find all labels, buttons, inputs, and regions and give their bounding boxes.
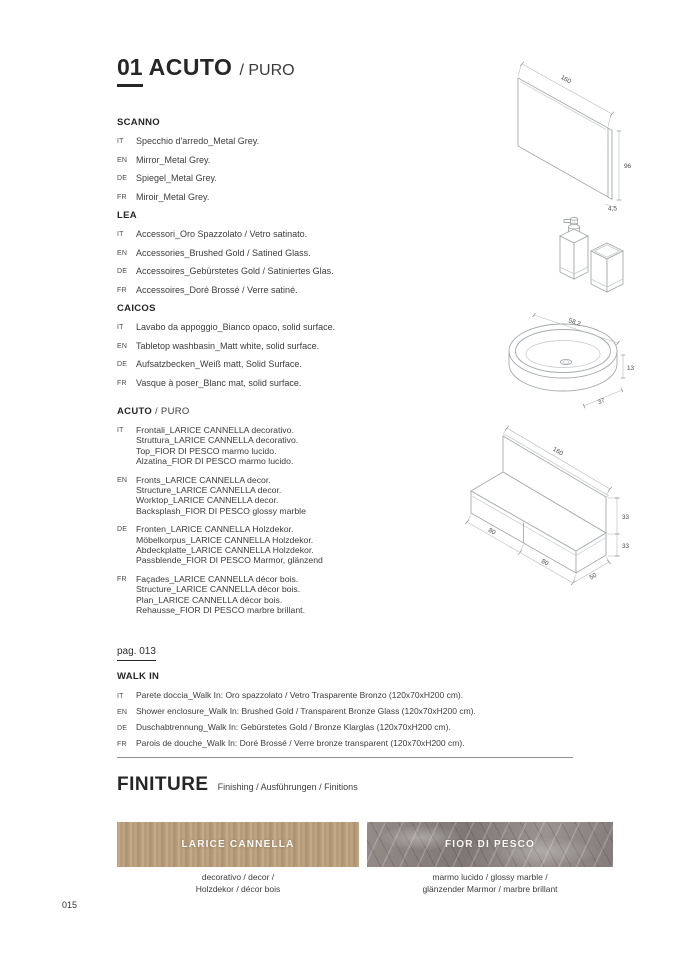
title-variant: / PURO <box>239 62 295 79</box>
swatch-larice-cannella <box>117 822 359 867</box>
description-row <box>117 248 467 259</box>
description-row <box>117 322 467 333</box>
description-text: Façades_LARICE CANNELLA décor bois. Structure_LARICE CANNELLA décor bois. Plan_LARICE CANNELLA décor bois. Rehausse_FIOR DI PESCO marbre brillant. <box>136 573 305 616</box>
section-divider <box>117 757 573 758</box>
title-name: ACUTO <box>148 54 233 80</box>
description-row <box>117 425 467 467</box>
section-heading-main: ACUTO <box>117 406 153 417</box>
section-heading: SCANNO <box>117 117 160 128</box>
dim-cabinet-width: 160 <box>551 445 565 458</box>
description-row <box>117 475 467 517</box>
washbasin-outline <box>509 324 617 391</box>
soap-dispenser <box>560 217 588 279</box>
washbasin-height-dimension <box>621 355 635 378</box>
language-code: IT <box>117 231 124 238</box>
language-code: FR <box>117 286 127 294</box>
section-lea <box>117 210 467 303</box>
finiture-header <box>117 774 358 796</box>
section-heading: CAICOS <box>117 303 156 314</box>
dim-cabinet-depth: 50 <box>588 571 599 582</box>
description-text: Spiegel_Metal Grey. <box>136 173 217 183</box>
description-text: Mirror_Metal Grey. <box>136 154 211 165</box>
description-row <box>117 192 467 203</box>
description-text: Shower enclosure_Walk In: Brushed Gold / Transparent Bronze Glass (120x70xH200 cm). <box>136 706 476 716</box>
language-code: IT <box>117 427 124 434</box>
description-row <box>117 378 467 389</box>
description-text: Parois de douche_Walk In: Doré Brossé / Verre bronze transparent (120x70xH200 cm). <box>136 738 465 748</box>
description-row <box>117 691 617 701</box>
finiture-heading: FINITURE <box>117 774 209 795</box>
description-row <box>117 266 467 277</box>
page-reference: pag. 013 <box>117 646 156 661</box>
description-row <box>117 739 617 749</box>
description-text: Duschabtrennung_Walk In: Gebürstetes Gold / Bronze Klarglas (120x70xH200 cm). <box>136 722 451 732</box>
section-heading <box>117 406 467 417</box>
language-code: DE <box>117 725 128 732</box>
mirror-width-dimension <box>518 62 614 126</box>
language-code: DE <box>117 268 128 275</box>
section-heading-suffix: / PURO <box>152 406 190 417</box>
description-row <box>117 173 467 184</box>
description-text: Accessori_Oro Spazzolato / Vetro satinato. <box>136 229 308 239</box>
swatch-caption: decorativo / decor / Holzdekor / décor bois <box>195 872 281 894</box>
section-caicos <box>117 303 467 396</box>
language-code: EN <box>117 249 128 257</box>
description-text: Miroir_Metal Grey. <box>136 191 210 202</box>
description-row <box>117 155 467 166</box>
description-row <box>117 574 467 616</box>
description-text: Accessories_Brushed Gold / Satined Glass. <box>136 247 311 258</box>
swatch-caption: marmo lucido / glossy marble / glänzender Marmor / marbre brillant <box>422 872 558 894</box>
language-code: IT <box>117 693 124 700</box>
title-number: 01 <box>117 54 143 87</box>
description-row <box>117 723 617 733</box>
cabinet-upper-height-dimension <box>608 498 630 534</box>
section-heading: LEA <box>117 210 137 221</box>
language-code: FR <box>117 193 127 201</box>
dim-basin-width: 58,2 <box>567 317 582 328</box>
finiture-subtitle: Finishing / Ausführungen / Finitions <box>217 782 358 792</box>
product-title <box>117 54 295 87</box>
description-text: Vasque à poser_Blanc mat, solid surface. <box>136 377 302 388</box>
dim-cabinet-front-width: 80 <box>539 557 550 568</box>
description-text: Tabletop washbasin_Matt white, solid surface. <box>136 340 320 351</box>
washbasin-drawing <box>500 303 640 415</box>
description-text: Specchio d'arredo_Metal Grey. <box>136 136 260 146</box>
description-text: Aufsatzbecken_Weiß matt, Solid Surface. <box>136 359 302 369</box>
language-code: EN <box>117 342 128 350</box>
language-code: EN <box>117 709 128 716</box>
description-row <box>117 524 467 566</box>
dim-basin-depth: 37 <box>596 397 607 407</box>
language-code: DE <box>117 526 128 534</box>
description-text: Parete doccia_Walk In: Oro spazzolato / Vetro Trasparente Bronzo (120x70xH200 cm). <box>136 690 464 700</box>
description-text: Frontali_LARICE CANNELLA decorativo. Struttura_LARICE CANNELLA decorativo. Top_FIOR DI PESCO marmo lucido. Alzatina_FIOR DI PESCO marmo lucido. <box>136 425 299 467</box>
dim-cabinet-lower-height: 33 <box>622 543 630 550</box>
accessories-drawing <box>543 206 645 298</box>
language-code: IT <box>117 138 124 145</box>
page-number: 015 <box>62 900 78 910</box>
description-text: Accessoires_Gebürstetes Gold / Satiniertes Glas. <box>136 266 334 276</box>
description-row <box>117 359 467 370</box>
language-code: DE <box>117 361 128 368</box>
description-text: Fronts_LARICE CANNELLA decor. Structure_LARICE CANNELLA decor. Worktop_LARICE CANNELLA decor. Backsplash_FIOR DI PESCO glossy marble <box>136 474 306 516</box>
washbasin-depth-dimension <box>583 388 623 408</box>
section-heading: WALK IN <box>117 671 160 682</box>
description-row <box>117 707 617 717</box>
tumbler <box>591 243 623 292</box>
dim-mirror-width: 160 <box>559 74 573 86</box>
mirror-height-dimension <box>617 131 632 200</box>
swatch-label: FIOR DI PESCO <box>444 839 536 850</box>
cabinet-lower-height-dimension <box>608 534 630 556</box>
description-text: Accessoires_Doré Brossé / Verre satiné. <box>136 284 298 295</box>
language-code: FR <box>117 741 127 748</box>
language-code: EN <box>117 476 128 484</box>
cabinet-drawing <box>443 419 663 601</box>
description-text: Fronten_LARICE CANNELLA Holzdekor. Möbelkorpus_LARICE CANNELLA Holzdekor. Abdeckplatte_LARICE CANNELLA Holzdekor. Passblende_FIOR DI PESCO Marmor, glänzend <box>136 524 323 566</box>
language-code: FR <box>117 379 127 387</box>
dim-basin-height: 13 <box>627 365 635 372</box>
dim-mirror-depth: 4,5 <box>608 205 617 212</box>
section-scanno <box>117 117 467 210</box>
dim-cabinet-upper-height: 33 <box>622 514 630 521</box>
language-code: EN <box>117 156 128 164</box>
mirror-outline <box>518 78 612 200</box>
swatch-fior-di-pesco <box>367 822 613 867</box>
description-row <box>117 285 467 296</box>
language-code: FR <box>117 575 127 583</box>
dim-mirror-height: 96 <box>624 163 632 170</box>
language-code: DE <box>117 175 128 182</box>
description-text: Lavabo da appoggio_Bianco opaco, solid surface. <box>136 322 336 332</box>
dim-cabinet-left-width: 80 <box>486 526 497 537</box>
description-row <box>117 341 467 352</box>
swatch-label: LARICE CANNELLA <box>181 839 295 850</box>
language-code: IT <box>117 324 124 331</box>
section-acuto-puro <box>117 406 467 624</box>
section-walk-in <box>117 641 617 755</box>
mirror-drawing <box>485 57 675 212</box>
description-row <box>117 229 467 240</box>
description-row <box>117 136 467 147</box>
